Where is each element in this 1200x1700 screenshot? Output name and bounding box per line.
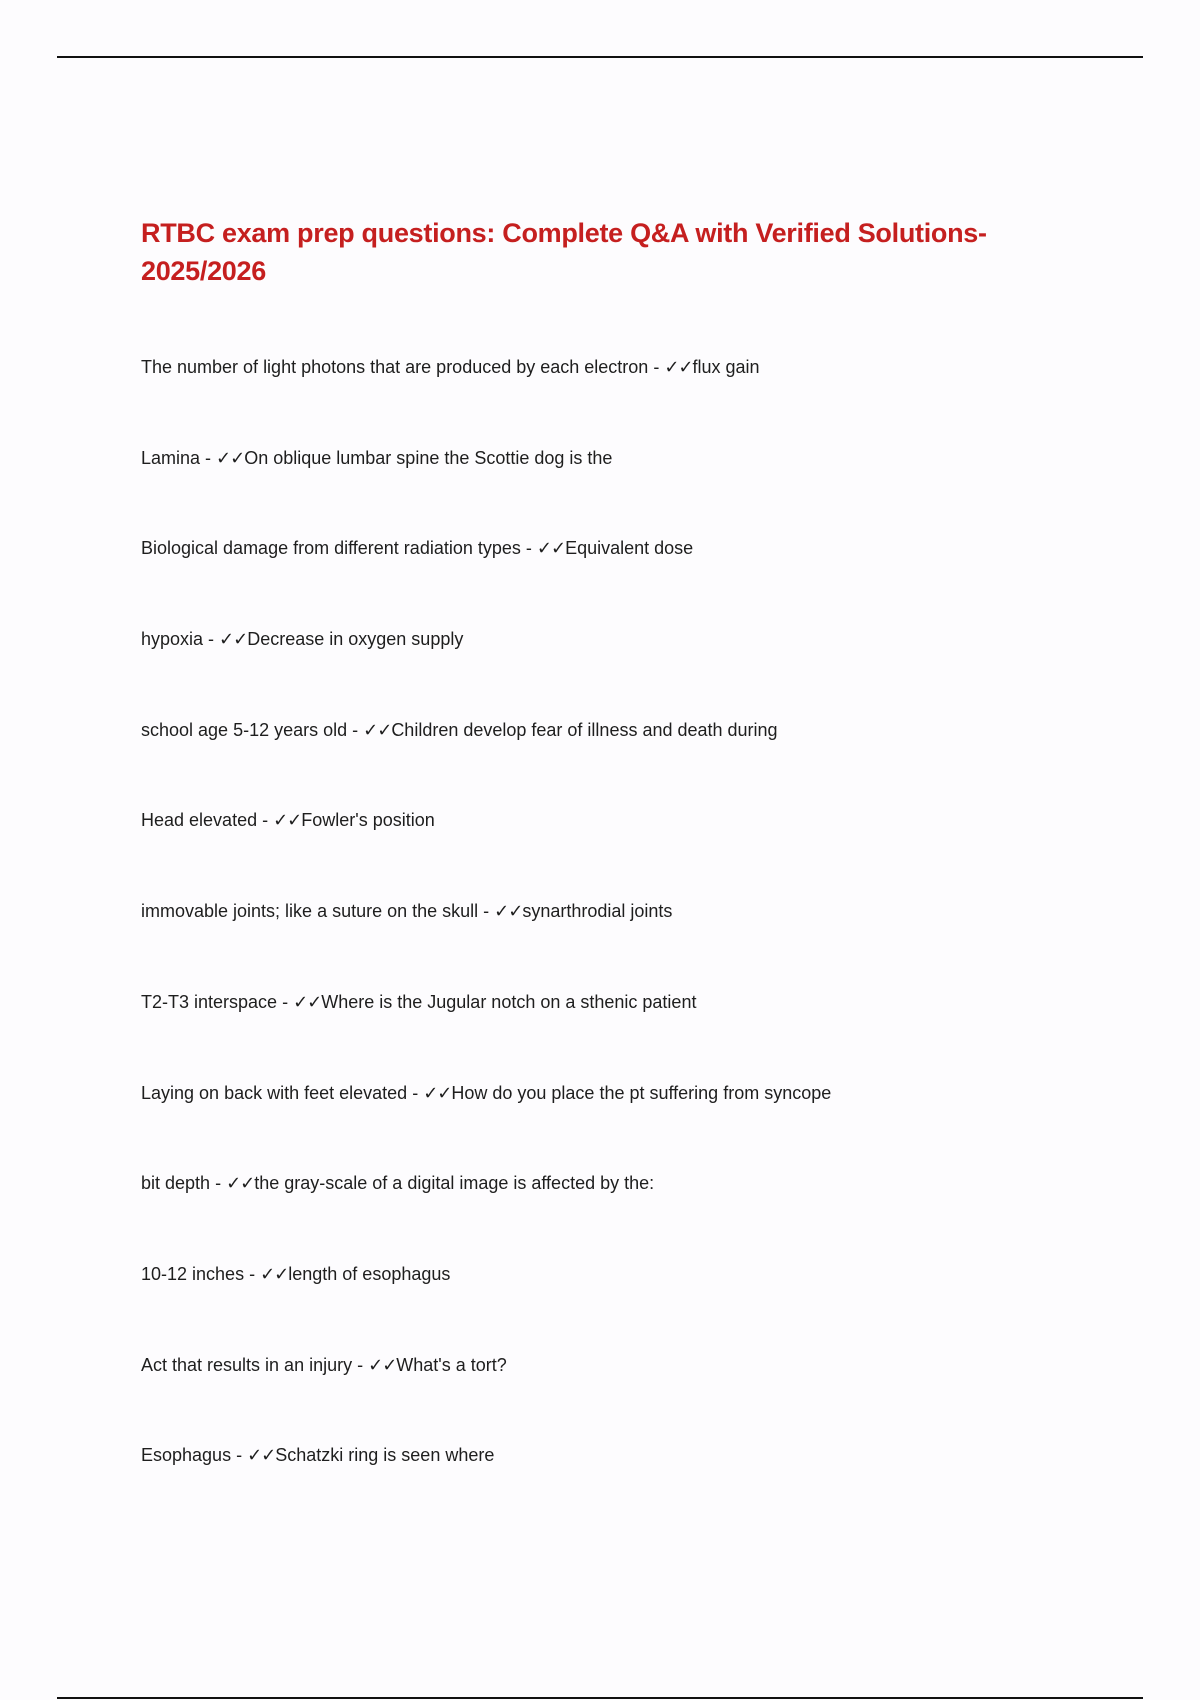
qa-answer: Decrease in oxygen supply	[247, 629, 464, 650]
top-rule	[57, 56, 1143, 58]
qa-item	[141, 626, 1101, 717]
double-check-icon: ✓✓	[260, 1263, 289, 1284]
qa-item	[141, 1261, 1101, 1352]
qa-answer: How do you place the pt suffering from syncope	[451, 1082, 832, 1103]
qa-prompt: immovable joints; like a suture on the skull	[141, 901, 479, 922]
qa-answer: the gray-scale of a digital image is affected by the:	[254, 1173, 655, 1194]
qa-answer: What's a tort?	[396, 1354, 507, 1375]
qa-item	[141, 535, 1101, 626]
document-title: RTBC exam prep questions: Complete Q&A with Verified Solutions- 2025/2026	[141, 218, 987, 286]
qa-item	[141, 807, 1101, 898]
double-check-icon: ✓✓	[363, 719, 392, 740]
qa-prompt: Esophagus	[141, 1445, 232, 1466]
qa-answer: Children develop fear of illness and death during	[391, 719, 778, 740]
qa-prompt: school age 5-12 years old	[141, 719, 348, 740]
qa-item	[141, 898, 1101, 989]
qa-separator: -	[257, 810, 274, 831]
double-check-icon: ✓✓	[226, 1173, 255, 1194]
qa-answer: length of esophagus	[288, 1263, 451, 1284]
double-check-icon: ✓✓	[273, 810, 302, 831]
qa-prompt: Biological damage from different radiation types	[141, 538, 521, 559]
qa-prompt: hypoxia	[141, 629, 204, 650]
qa-separator: -	[407, 1082, 424, 1103]
qa-answer: Schatzki ring is seen where	[275, 1445, 495, 1466]
qa-item	[141, 1442, 1101, 1533]
qa-answer: Equivalent dose	[565, 538, 694, 559]
qa-list	[141, 354, 1101, 1533]
qa-separator: -	[648, 357, 665, 377]
double-check-icon: ✓✓	[423, 1082, 452, 1103]
double-check-icon: ✓✓	[536, 538, 566, 559]
qa-separator: -	[200, 447, 217, 468]
qa-item	[141, 1352, 1101, 1443]
double-check-icon: ✓✓	[219, 629, 248, 650]
qa-separator: -	[520, 538, 537, 559]
qa-item	[141, 989, 1101, 1080]
double-check-icon: ✓✓	[216, 447, 245, 468]
double-check-icon: ✓✓	[368, 1354, 397, 1375]
qa-answer: Fowler's position	[301, 810, 435, 831]
qa-item	[141, 1170, 1101, 1261]
qa-separator: -	[203, 629, 220, 650]
qa-separator: -	[478, 901, 495, 922]
double-check-icon: ✓✓	[664, 357, 693, 377]
qa-separator: -	[244, 1263, 261, 1284]
qa-separator: -	[231, 1445, 248, 1466]
qa-answer: synarthrodial joints	[522, 901, 673, 922]
qa-separator: -	[277, 991, 294, 1012]
qa-separator: -	[352, 1354, 369, 1375]
qa-item	[141, 717, 1101, 808]
qa-prompt: The number of light photons that are produced by each electron	[141, 357, 649, 377]
qa-prompt: Head elevated	[141, 810, 258, 831]
qa-prompt: Laying on back with feet elevated	[141, 1082, 408, 1103]
qa-separator: -	[347, 719, 364, 740]
qa-prompt: bit depth	[141, 1173, 211, 1194]
qa-item	[141, 354, 1101, 445]
qa-prompt: 10-12 inches	[141, 1263, 245, 1284]
qa-prompt: T2-T3 interspace	[141, 991, 278, 1012]
double-check-icon: ✓✓	[247, 1445, 276, 1466]
double-check-icon: ✓✓	[494, 901, 523, 922]
qa-prompt: Act that results in an injury	[141, 1354, 353, 1375]
qa-separator: -	[210, 1173, 227, 1194]
qa-answer: flux gain	[692, 357, 760, 377]
qa-answer: Where is the Jugular notch on a sthenic patient	[321, 991, 697, 1012]
bottom-rule	[57, 1697, 1143, 1699]
qa-item	[141, 445, 1101, 536]
qa-prompt: Lamina	[141, 447, 201, 468]
qa-item	[141, 1080, 1101, 1171]
double-check-icon: ✓✓	[293, 991, 322, 1012]
qa-answer: On oblique lumbar spine the Scottie dog is the	[244, 447, 613, 468]
